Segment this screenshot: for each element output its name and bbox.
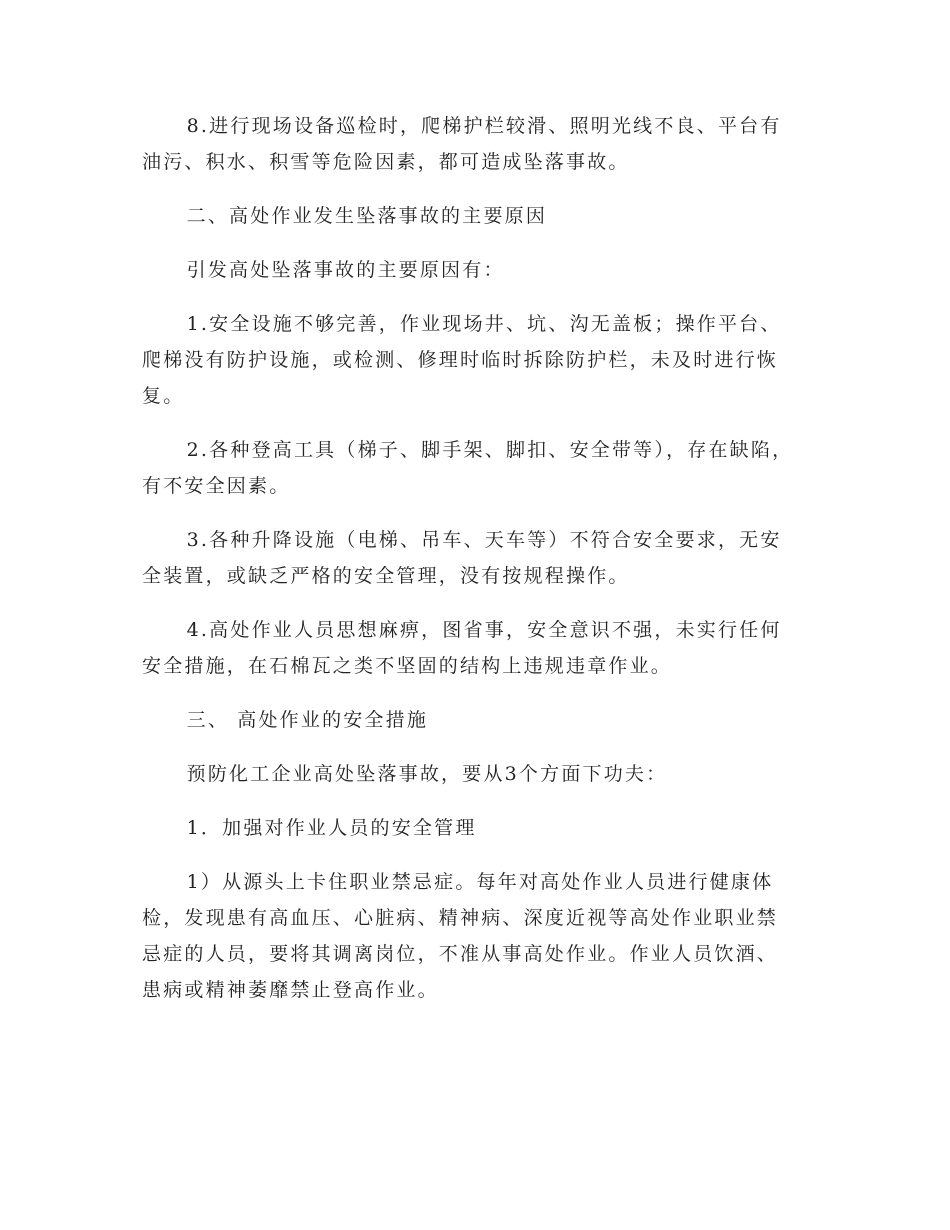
subsection-heading-1: 1．加强对作业人员的安全管理 <box>186 817 477 839</box>
prevention-intro-paragraph: 预防化工企业高处坠落事故，要从3个方面下功夫： <box>186 763 668 785</box>
paragraph-item-8: 8.进行现场设备巡检时，爬梯护栏较滑、照明光线不良、平台有油污、积水、积雪等危险因素，都可造成坠落事故。 <box>142 115 782 173</box>
section-heading-2: 二、高处作业发生坠落事故的主要原因 <box>186 205 548 227</box>
section-heading-3: 三、 高处作业的安全措施 <box>186 709 429 731</box>
paragraph-item-1: 1.安全设施不够完善，作业现场井、坑、沟无盖板；操作平台、爬梯没有防护设施，或检测、修理时临时拆除防护栏，未及时进行恢复。 <box>142 313 782 407</box>
document-body <box>142 108 798 1026</box>
paragraph-item-3: 3.各种升降设施（电梯、吊车、天车等）不符合安全要求，无安全装置，或缺乏严格的安全管理，没有按规程操作。 <box>142 529 782 587</box>
measure-paragraph-1: 1）从源头上卡住职业禁忌症。每年对高处作业人员进行健康体检，发现患有高血压、心脏病、精神病、深度近视等高处作业职业禁忌症的人员，要将其调离岗位，不准从事高处作业。作业人员饮酒、患病或精神萎靡禁止登高作业。 <box>142 871 779 1001</box>
paragraph-item-4: 4.高处作业人员思想麻痹，图省事，安全意识不强，未实行任何安全措施，在石棉瓦之类不坚固的结构上违规违章作业。 <box>142 619 782 677</box>
intro-paragraph: 引发高处坠落事故的主要原因有： <box>186 259 505 281</box>
paragraph-item-2: 2.各种登高工具（梯子、脚手架、脚扣、安全带等），存在缺陷，有不安全因素。 <box>142 439 794 497</box>
